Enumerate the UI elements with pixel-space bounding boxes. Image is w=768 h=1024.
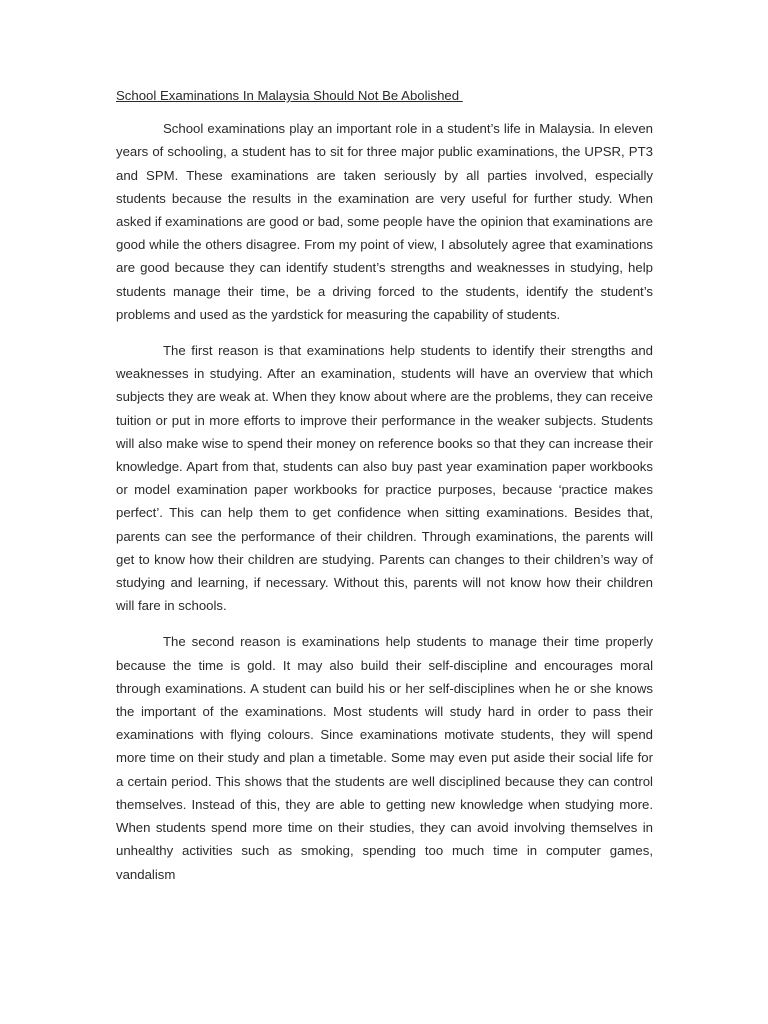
document-title: School Examinations In Malaysia Should Not Be Abolished [116, 88, 463, 103]
paragraph-first-reason: The first reason is that examinations help students to identify their strengths and weaknesses in studying. After an examination, students will have an overview that which subjects they are weak at. When they know about where are the problems, they can receive tuition or put in more efforts to improve their performance in the weaker subjects. Students will also make wise to spend their money on reference books so that they can increase their knowledge. Apart from that, students can also buy past year examination paper workbooks or model examination paper workbooks for practice purposes, because ‘practice makes perfect’. This can help them to get confidence when sitting examinations. Besides that, parents can see the performance of their children. Through examinations, the parents will get to know how their children are studying. Parents can changes to their children’s way of studying and learning, if necessary. Without this, parents will not know how their children will fare in schools. [116, 343, 653, 614]
paragraph-introduction: School examinations play an important role in a student’s life in Malaysia. In eleven years of schooling, a student has to sit for three major public examinations, the UPSR, PT3 and SPM. These examinations are taken seriously by all parties involved, especially students because the results in the examination are very useful for further study. When asked if examinations are good or bad, some people have the opinion that examinations are good while the others disagree. From my point of view, I absolutely agree that examinations are good because they can identify student’s strengths and weaknesses in studying, help students manage their time, be a driving forced to the students, identify the student’s problems and used as the yardstick for measuring the capability of students. [116, 121, 653, 322]
document-page [116, 84, 653, 899]
paragraph-second-reason: The second reason is examinations help students to manage their time properly because the time is gold. It may also build their self-discipline and encourages moral through examinations. A student can build his or her self-disciplines when he or she knows the important of the examinations. Most students will study hard in order to pass their examinations with flying colours. Since examinations motivate students, they will spend more time on their study and plan a timetable. Some may even put aside their social life for a certain period. This shows that the students are well disciplined because they can control themselves. Instead of this, they are able to getting new knowledge when studying more. When students spend more time on their studies, they can avoid involving themselves in unhealthy activities such as smoking, spending too much time in computer games, vandalism [116, 634, 653, 882]
